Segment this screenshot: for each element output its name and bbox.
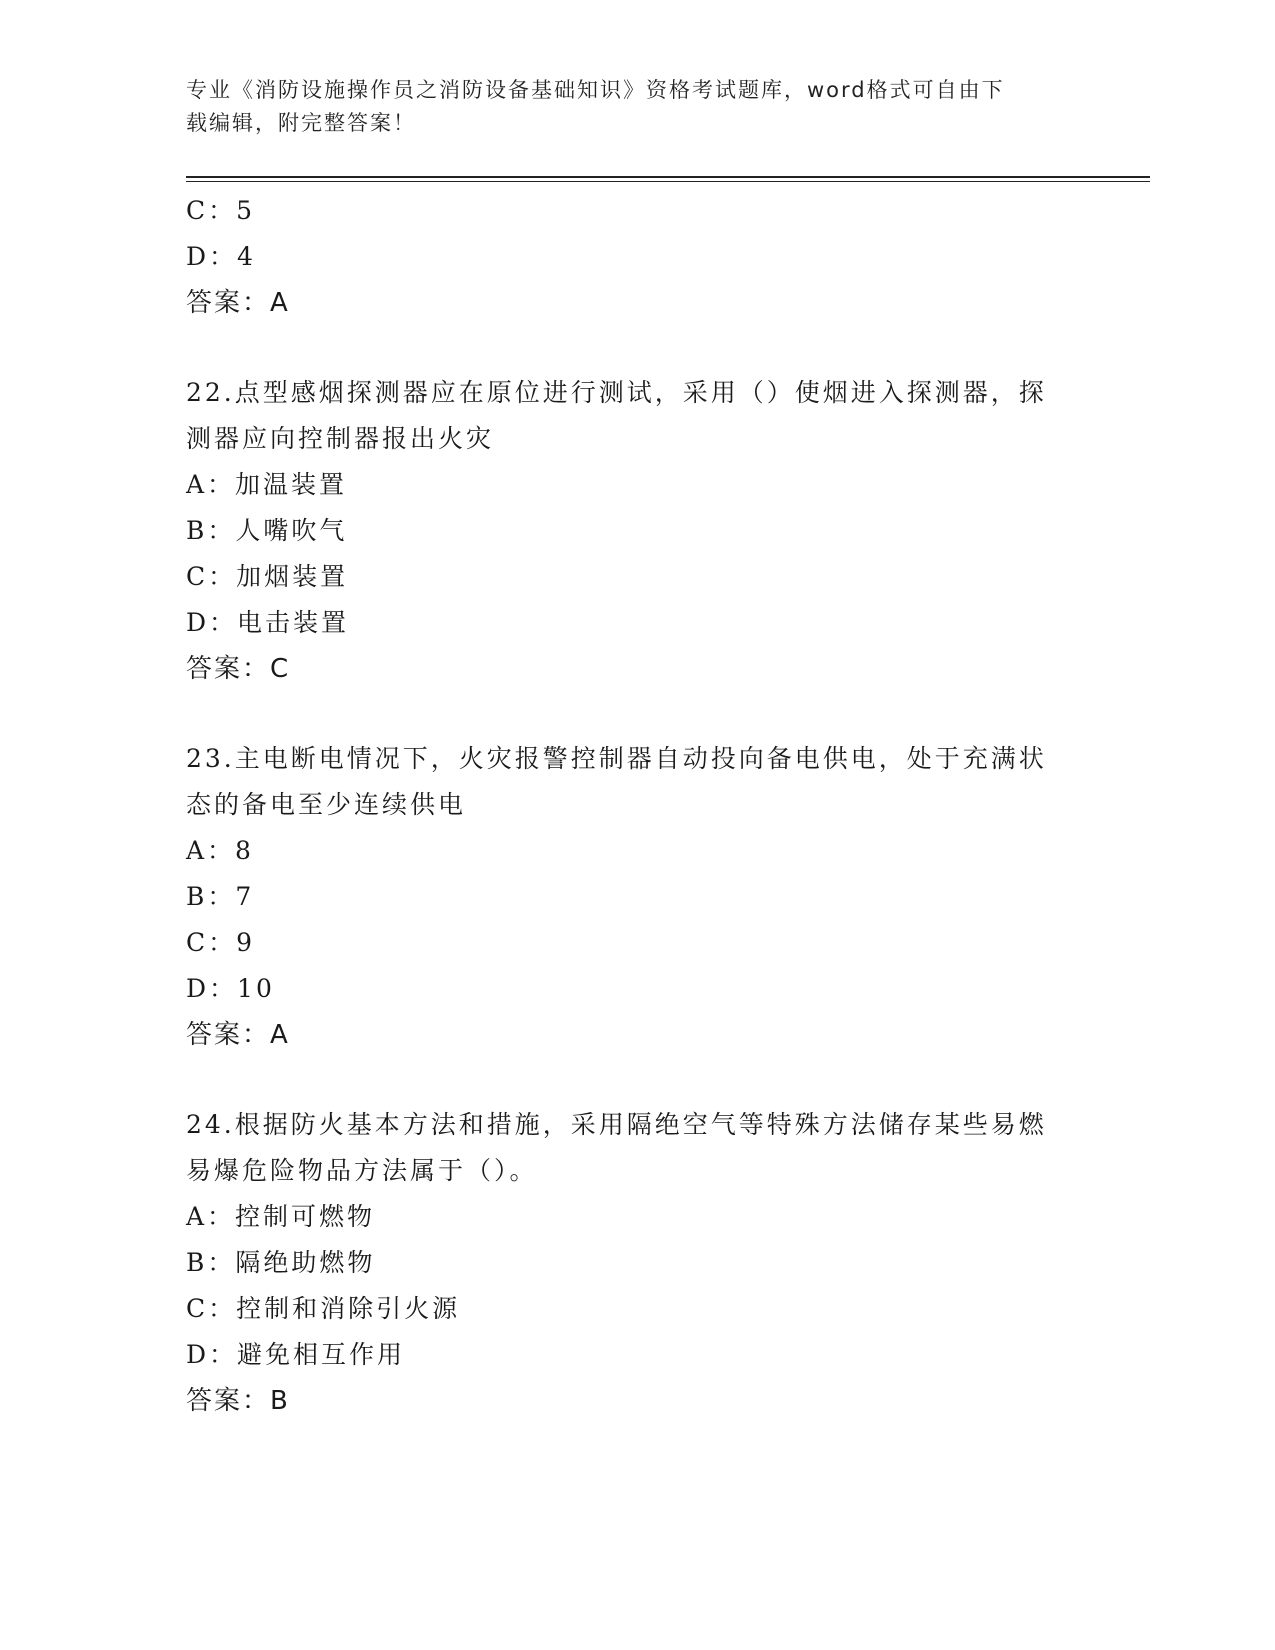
question-list [186, 188, 1086, 1424]
question-text-line-1: 22.点型感烟探测器应在原位进行测试，采用（）使烟进入探测器，探 [186, 378, 1047, 407]
option-a: A：加温装置 [186, 470, 348, 499]
option-d: D：4 [186, 242, 256, 271]
option-a: A：控制可燃物 [186, 1202, 376, 1231]
question-text-line-2: 态的备电至少连续供电 [186, 790, 467, 819]
question-24 [186, 1102, 1086, 1424]
option-b: B：人嘴吹气 [186, 516, 348, 545]
answer-line: 答案：A [186, 288, 290, 318]
option-c: C：加烟装置 [186, 562, 349, 591]
question-text [186, 1102, 1066, 1194]
header-line-1: 专业《消防设施操作员之消防设备基础知识》资格考试题库，word格式可自由下 [186, 78, 1005, 102]
answer-line: 答案：A [186, 1020, 290, 1050]
question-21-continued [186, 188, 1086, 326]
spacer [186, 692, 1086, 736]
question-text-line-2: 测器应向控制器报出火灾 [186, 424, 495, 453]
question-text-line-1: 23.主电断电情况下，火灾报警控制器自动投向备电供电，处于充满状 [186, 744, 1047, 773]
option-a: A：8 [186, 836, 254, 865]
answer-line: 答案：C [186, 654, 291, 684]
option-d: D：避免相互作用 [186, 1340, 406, 1369]
option-b: B：隔绝助燃物 [186, 1248, 376, 1277]
option-d: D：电击装置 [186, 608, 350, 637]
option-c: C：控制和消除引火源 [186, 1294, 461, 1323]
question-text-line-1: 24.根据防火基本方法和措施，采用隔绝空气等特殊方法储存某些易燃 [186, 1110, 1047, 1139]
header-line-2: 载编辑，附完整答案！ [186, 111, 416, 135]
question-text [186, 736, 1066, 828]
spacer [186, 326, 1086, 370]
page-header [186, 74, 1066, 140]
option-c: C：5 [186, 196, 256, 225]
spacer [186, 1058, 1086, 1102]
header-divider-thick [186, 176, 1150, 178]
answer-line: 答案：B [186, 1386, 290, 1416]
question-23 [186, 736, 1086, 1058]
option-d: D：10 [186, 974, 275, 1003]
header-divider-thin [186, 181, 1150, 182]
option-b: B：7 [186, 882, 255, 911]
question-text [186, 370, 1066, 462]
question-text-line-2: 易爆危险物品方法属于（）。 [186, 1156, 538, 1185]
option-c: C：9 [186, 928, 256, 957]
question-22 [186, 370, 1086, 692]
